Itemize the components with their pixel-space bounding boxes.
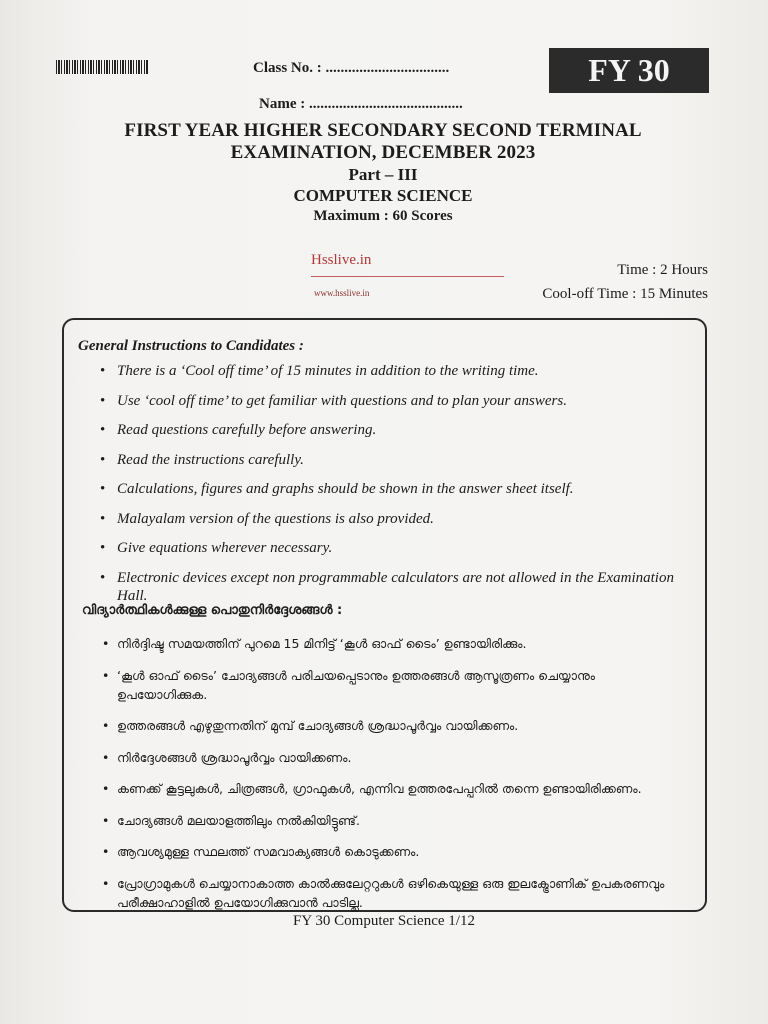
list-item: • Electronic devices except non programmable calculators are not allowed in the Examination Hall.: [100, 569, 674, 604]
list-item: • Calculations, figures and graphs should be shown in the answer sheet itself.: [100, 481, 574, 497]
list-item: • നിർദ്ദിഷ്ട സമയത്തിന് പുറമെ 15 മിനിട്ട് ‘കൂൾ ഓഫ് ടൈം’ ഉണ്ടായിരിക്കും.: [102, 636, 527, 651]
bullet-icon: •: [100, 481, 106, 497]
watermark-url: www.hsslive.in: [314, 288, 370, 298]
exam-header: [40, 120, 726, 227]
list-item: • കണക്ക് കൂട്ടലുകൾ, ചിത്രങ്ങൾ, ഗ്രാഫുകൾ, എന്നിവ ഉത്തരപേപ്പറിൽ തന്നെ ഉണ്ടായിരിക്കണം.: [102, 781, 642, 796]
list-item: • ആവശ്യമുള്ള സ്ഥലത്ത് സമവാക്യങ്ങൾ കൊടുക്കണം.: [102, 844, 420, 859]
exam-subject: COMPUTER SCIENCE: [293, 186, 473, 205]
list-item: • ചോദ്യങ്ങൾ മലയാളത്തിലും നൽകിയിട്ടുണ്ട്.: [102, 812, 360, 828]
list-item: • Read questions carefully before answering.: [100, 422, 377, 438]
instructions-heading: General Instructions to Candidates :: [78, 338, 304, 354]
list-item: • നിർദ്ദേശങ്ങൾ ശ്രദ്ധാപൂർവ്വം വായിക്കണം.: [102, 749, 352, 765]
watermark-brand: Hsslive.in: [311, 252, 372, 268]
watermark-underline: [311, 276, 504, 277]
bullet-icon: •: [102, 844, 110, 859]
bullet-icon: •: [102, 718, 110, 733]
exam-cooloff: Cool-off Time : 15 Minutes: [542, 286, 708, 302]
bullet-icon: •: [100, 540, 106, 556]
list-item: • There is a ‘Cool off time’ of 15 minutes in addition to the writing time.: [100, 363, 539, 379]
barcode: [56, 60, 148, 74]
ml-instructions-heading: വിദ്യാർത്ഥികൾക്കുള്ള പൊതുനിർദ്ദേശങ്ങൾ :: [82, 603, 343, 618]
bullet-icon: •: [102, 812, 110, 828]
bullet-icon: •: [100, 422, 106, 438]
exam-title-line1: FIRST YEAR HIGHER SECONDARY SECOND TERMINAL: [124, 120, 642, 141]
page-footer: FY 30 Computer Science 1/12: [293, 913, 475, 929]
exam-time: Time : 2 Hours: [617, 262, 708, 278]
paper-code-badge: FY 30: [549, 48, 709, 93]
bullet-icon: •: [100, 451, 106, 468]
list-item: • Malayalam version of the questions is also provided.: [100, 510, 434, 527]
list-item: • Use ‘cool off time’ to get familiar with questions and to plan your answers.: [100, 392, 567, 409]
bullet-icon: •: [100, 392, 106, 409]
exam-maximum: Maximum : 60 Scores: [313, 208, 453, 224]
bullet-icon: •: [102, 781, 110, 796]
list-item: • Read the instructions carefully.: [100, 451, 304, 468]
list-item: • ഉത്തരങ്ങൾ എഴുതുന്നതിന് മുമ്പ് ചോദ്യങ്ങൾ ശ്രദ്ധാപൂർവ്വം വായിക്കണം.: [102, 718, 519, 733]
bullet-icon: •: [100, 510, 106, 527]
bullet-icon: •: [102, 875, 110, 891]
list-item: • ‘കൂൾ ഓഫ് ടൈം’ ചോദ്യങ്ങൾ പരിചയപ്പെടാനും ഉത്തരങ്ങൾ ആസൂത്രണം ചെയ്യാനും ഉപയോഗിക്കുക.: [102, 667, 596, 702]
exam-title-line2: EXAMINATION, DECEMBER 2023: [230, 142, 536, 163]
bullet-icon: •: [100, 569, 106, 586]
list-item: • പ്രോഗ്രാമുകൾ ചെയ്യാനാകാത്ത കാൽക്കുലേറ്ററുകൾ ഒഴികെയുള്ള ഒരു ഇലക്ട്രോണിക് ഉപകരണവും പരീക്ഷാഹാളിൽ ഉപയോഗിക്കുവാൻ പാടില്ല.: [102, 875, 665, 910]
bullet-icon: •: [102, 749, 110, 765]
instructions-list: [100, 362, 685, 616]
bullet-icon: •: [102, 667, 110, 683]
bullet-icon: •: [100, 363, 106, 379]
exam-part: Part – III: [348, 165, 418, 184]
bullet-icon: •: [102, 636, 110, 651]
ml-instructions-list: [102, 634, 682, 924]
class-no-field: Class No. : .................................: [253, 60, 450, 76]
list-item: • Give equations wherever necessary.: [100, 540, 333, 556]
name-field: Name : .........................................: [259, 96, 463, 112]
